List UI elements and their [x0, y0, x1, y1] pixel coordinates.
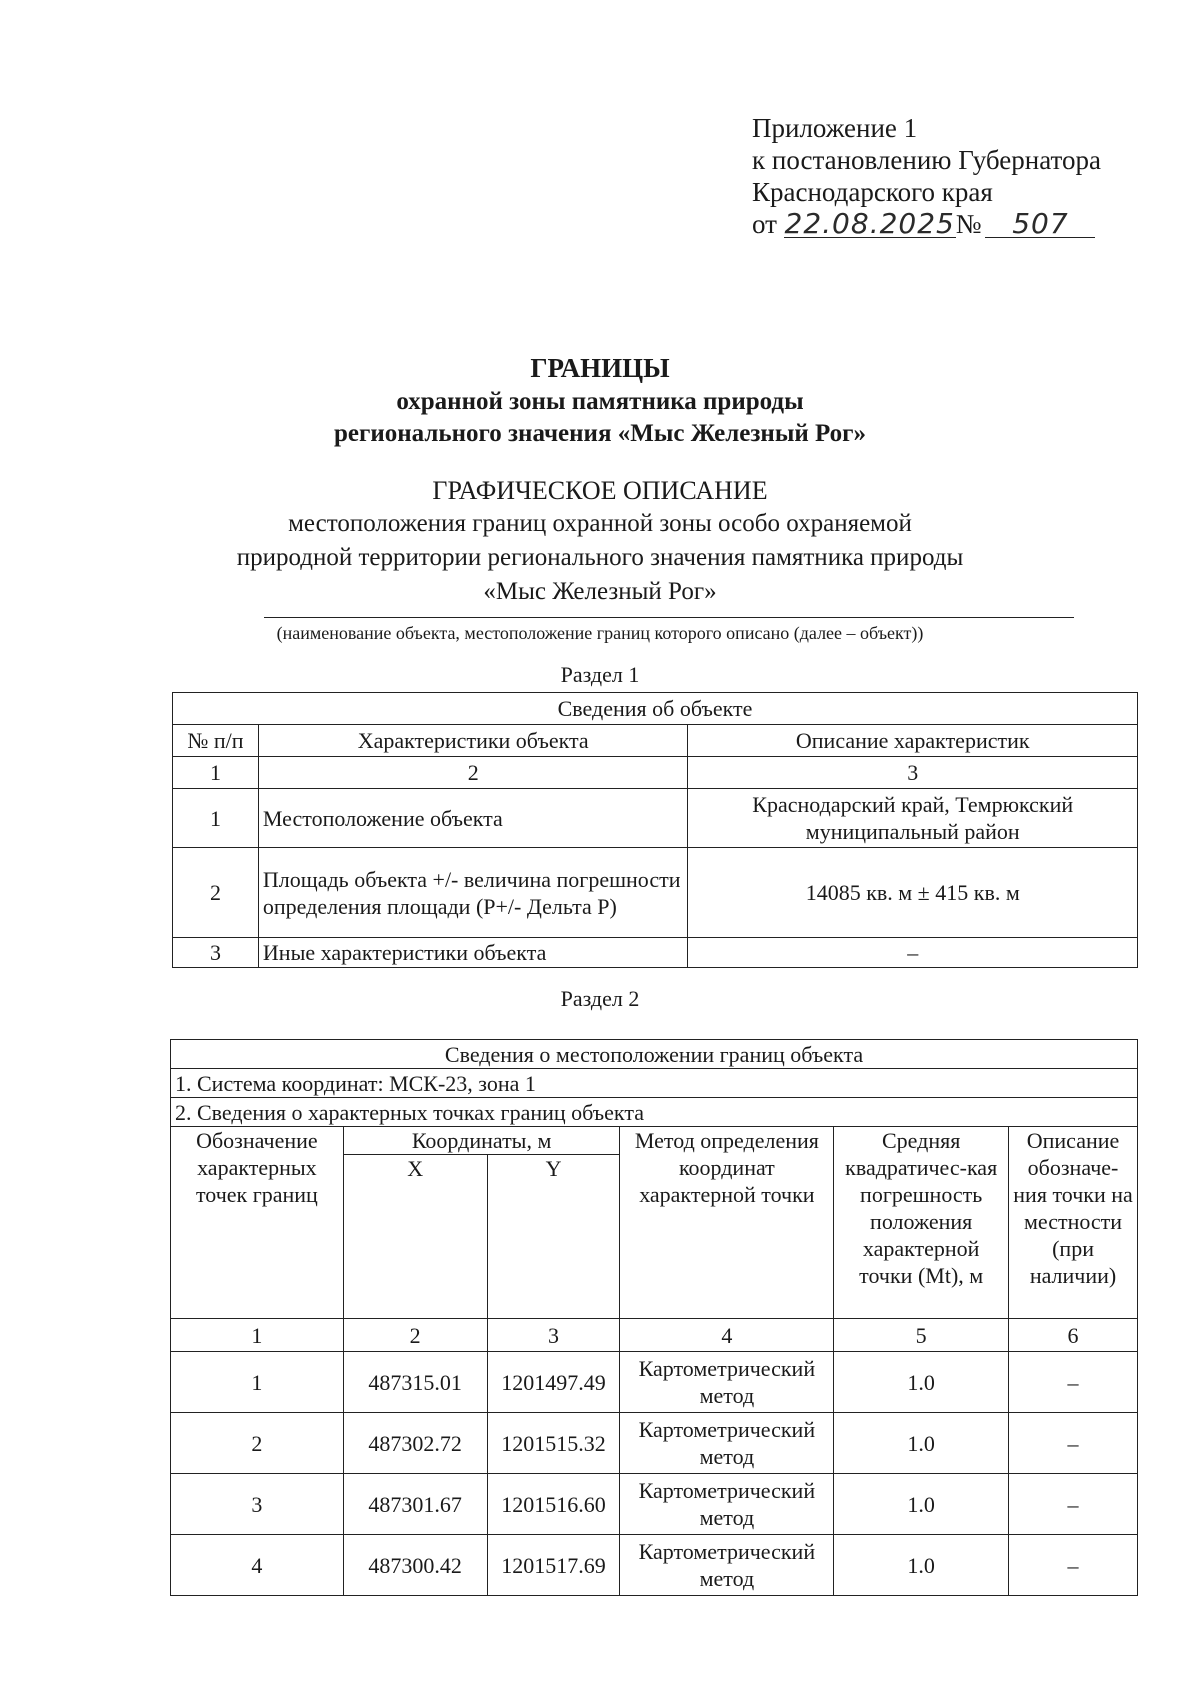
table-row [173, 789, 1138, 848]
appendix-line-1: Приложение 1 [752, 113, 918, 143]
point-y: 1201515.32 [487, 1413, 620, 1474]
handwritten-date: 22.08.2025 [784, 207, 955, 240]
object-info-title: Сведения об объекте [173, 693, 1138, 725]
description-line-2: природной территории регионального значения памятника природы [236, 544, 964, 571]
point-mt: 1.0 [834, 1474, 1009, 1535]
description-line-1: местоположения границ охранной зоны особо охраняемой [288, 510, 912, 537]
header-method: Метод определения координат характерной точки [620, 1127, 834, 1319]
point-mt: 1.0 [834, 1352, 1009, 1413]
point-description: – [1009, 1474, 1138, 1535]
appendix-block [752, 112, 1101, 240]
header-x: X [343, 1155, 487, 1319]
table-row [171, 1352, 1138, 1413]
coordinate-system: 1. Система координат: МСК-23, зона 1 [171, 1069, 1138, 1098]
section-1-label: Раздел 1 [560, 662, 640, 687]
graphic-description-heading: ГРАФИЧЕСКОЕ ОПИСАНИЕ [432, 476, 768, 505]
document-subtitle-2: регионального значения «Мыс Железный Рог» [334, 420, 866, 447]
numbering-cell: 4 [620, 1319, 834, 1352]
row-number: 3 [173, 938, 259, 968]
boundary-table-title: Сведения о местоположении границ объекта [171, 1040, 1138, 1069]
point-description: – [1009, 1352, 1138, 1413]
document-subtitle-1: охранной зоны памятника природы [396, 388, 804, 415]
row-number: 2 [173, 848, 259, 938]
point-id: 2 [171, 1413, 344, 1474]
header-designation: Обозначение характерных точек границ [171, 1127, 344, 1319]
underline-divider [264, 617, 1074, 618]
row-characteristic: Местоположение объекта [258, 789, 688, 848]
row-description: Краснодарский край, Темрюкский муниципальный район [688, 789, 1138, 848]
points-section-title: 2. Сведения о характерных точках границ объекта [171, 1098, 1138, 1127]
point-mt: 1.0 [834, 1535, 1009, 1596]
boundary-points-table [170, 1039, 1138, 1596]
point-method: Картометрический метод [620, 1413, 834, 1474]
table-row [173, 848, 1138, 938]
numbering-cell: 3 [688, 757, 1138, 789]
header-description: Описание характеристик [688, 725, 1138, 757]
object-info-table [172, 692, 1138, 968]
handwritten-number: 507 [985, 211, 1095, 238]
from-prefix: от [752, 209, 777, 239]
numbering-cell: 1 [171, 1319, 344, 1352]
point-y: 1201516.60 [487, 1474, 620, 1535]
row-description: – [688, 938, 1138, 968]
numbering-cell: 6 [1009, 1319, 1138, 1352]
appendix-line-3: Краснодарского края [752, 177, 993, 207]
numbering-cell: 2 [258, 757, 688, 789]
object-caption: (наименование объекта, местоположение границ которого описано (далее – объект)) [276, 623, 924, 643]
point-x: 487301.67 [343, 1474, 487, 1535]
row-characteristic: Площадь объекта +/- величина погрешности определения площади (P+/- Дельта P) [258, 848, 688, 938]
row-number: 1 [173, 789, 259, 848]
point-y: 1201517.69 [487, 1535, 620, 1596]
point-id: 1 [171, 1352, 344, 1413]
table-row [171, 1413, 1138, 1474]
numbering-cell: 2 [343, 1319, 487, 1352]
table-row [171, 1535, 1138, 1596]
point-method: Картометрический метод [620, 1474, 834, 1535]
document-title: ГРАНИЦЫ [530, 353, 670, 383]
header-characteristics: Характеристики объекта [258, 725, 688, 757]
number-prefix: № [955, 209, 982, 239]
point-x: 487300.42 [343, 1535, 487, 1596]
description-line-3: «Мыс Железный Рог» [483, 578, 717, 605]
table-row [171, 1474, 1138, 1535]
point-y: 1201497.49 [487, 1352, 620, 1413]
point-method: Картометрический метод [620, 1352, 834, 1413]
numbering-cell: 5 [834, 1319, 1009, 1352]
point-method: Картометрический метод [620, 1535, 834, 1596]
appendix-date-line [752, 208, 1101, 240]
point-x: 487315.01 [343, 1352, 487, 1413]
appendix-line-2: к постановлению Губернатора [752, 145, 1101, 175]
header-point-description: Описание обозначе-ния точки на местности (при наличии) [1009, 1127, 1138, 1319]
header-y: Y [487, 1155, 620, 1319]
numbering-cell: 3 [487, 1319, 620, 1352]
row-description: 14085 кв. м ± 415 кв. м [688, 848, 1138, 938]
point-mt: 1.0 [834, 1413, 1009, 1474]
table-row [173, 938, 1138, 968]
numbering-cell: 1 [173, 757, 259, 789]
row-characteristic: Иные характеристики объекта [258, 938, 688, 968]
header-error: Средняя квадратичес-кая погрешность положения характерной точки (Mt), м [834, 1127, 1009, 1319]
point-id: 3 [171, 1474, 344, 1535]
point-id: 4 [171, 1535, 344, 1596]
point-description: – [1009, 1413, 1138, 1474]
header-coordinates: Координаты, м [343, 1127, 620, 1155]
section-2-label: Раздел 2 [560, 986, 640, 1011]
point-x: 487302.72 [343, 1413, 487, 1474]
header-number: № п/п [173, 725, 259, 757]
point-description: – [1009, 1535, 1138, 1596]
